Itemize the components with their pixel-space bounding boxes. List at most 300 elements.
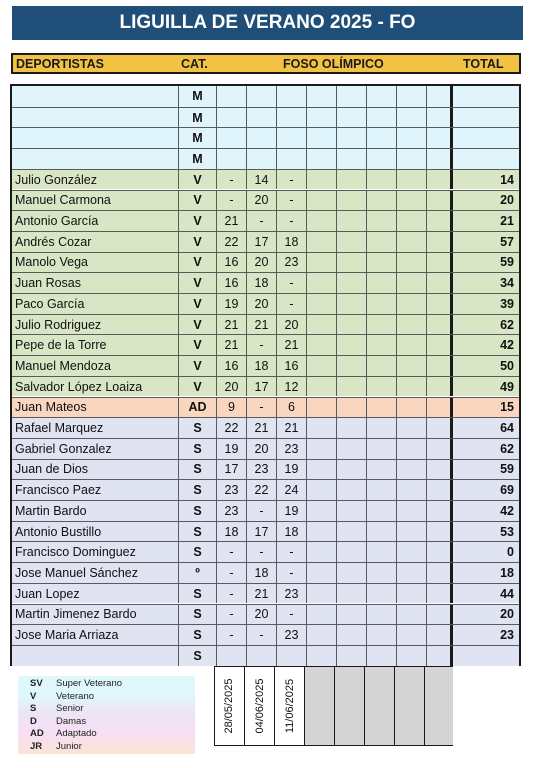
score-cell: 17: [246, 232, 276, 252]
score-cell: [366, 418, 396, 438]
score-cell: 20: [246, 294, 276, 314]
athlete-category: S: [178, 480, 216, 500]
score-cell: 20: [246, 253, 276, 273]
table-row: [12, 438, 519, 459]
score-cell: [366, 605, 396, 625]
athlete-name: Martin Jimenez Bardo: [15, 607, 137, 622]
score-cell: [336, 501, 366, 521]
athlete-category: M: [178, 149, 216, 169]
score-cell: 16: [216, 356, 246, 376]
score-cell: [426, 128, 450, 148]
score-cell: 12: [276, 377, 306, 397]
score-cell: [396, 294, 426, 314]
score-cell: 21: [276, 335, 306, 355]
score-cell: [426, 315, 450, 335]
score-cell: [276, 646, 306, 666]
date-column: [364, 667, 394, 745]
date-column: [304, 667, 334, 745]
score-cell: -: [276, 191, 306, 211]
score-cell: [396, 315, 426, 335]
table-row: [12, 376, 519, 397]
score-cell: 14: [246, 170, 276, 190]
score-cell: [336, 108, 366, 128]
athlete-category: V: [178, 273, 216, 293]
score-cell: [336, 149, 366, 169]
athlete-name: Juan de Dios: [15, 462, 88, 477]
header-total: TOTAL: [463, 57, 504, 71]
score-cell: -: [216, 605, 246, 625]
score-cell: [306, 460, 336, 480]
table-row: [12, 355, 519, 376]
total-cell: 42: [450, 335, 519, 355]
score-cell: [396, 625, 426, 645]
score-cell: [216, 128, 246, 148]
total-cell: [450, 86, 519, 107]
athlete-name: Julio Rodriguez: [15, 317, 102, 332]
athlete-category: V: [178, 377, 216, 397]
score-cell: [426, 480, 450, 500]
score-cell: -: [276, 170, 306, 190]
score-cell: 21: [216, 315, 246, 335]
score-cell: [426, 501, 450, 521]
total-cell: 21: [450, 211, 519, 231]
score-cell: 20: [246, 191, 276, 211]
score-cell: [336, 356, 366, 376]
score-cell: 20: [246, 439, 276, 459]
score-cell: [366, 501, 396, 521]
score-cell: 18: [246, 563, 276, 583]
score-cell: [366, 480, 396, 500]
score-cell: [306, 646, 336, 666]
score-cell: -: [216, 563, 246, 583]
score-cell: -: [246, 501, 276, 521]
athlete-category: V: [178, 356, 216, 376]
athlete-name: [12, 108, 178, 128]
results-table: [10, 84, 521, 666]
score-cell: 21: [246, 418, 276, 438]
score-cell: [336, 294, 366, 314]
session-date: 11/06/2025: [283, 678, 296, 734]
score-cell: [366, 232, 396, 252]
score-cell: [396, 128, 426, 148]
legend-code: AD: [30, 728, 44, 739]
header-cat: CAT.: [181, 57, 208, 71]
total-cell: 18: [450, 563, 519, 583]
score-cell: [246, 86, 276, 107]
score-cell: 19: [276, 501, 306, 521]
score-cell: [306, 315, 336, 335]
score-cell: 21: [276, 418, 306, 438]
athlete-category: V: [178, 335, 216, 355]
table-row: [12, 127, 519, 148]
score-cell: [396, 273, 426, 293]
header-foso-olimpico: FOSO OLÍMPICO: [283, 57, 384, 71]
score-cell: [396, 480, 426, 500]
score-cell: 21: [246, 584, 276, 604]
category-legend: [18, 676, 195, 754]
score-cell: 23: [276, 253, 306, 273]
table-row: [12, 521, 519, 542]
athlete-name: Gabriel Gonzalez: [15, 441, 112, 456]
score-cell: [336, 128, 366, 148]
score-cell: [306, 211, 336, 231]
score-cell: [306, 232, 336, 252]
score-cell: 16: [276, 356, 306, 376]
table-row: [12, 624, 519, 645]
score-cell: -: [276, 605, 306, 625]
score-cell: [426, 232, 450, 252]
athlete-name: Juan Lopez: [15, 586, 80, 601]
score-cell: [306, 191, 336, 211]
score-cell: -: [216, 625, 246, 645]
total-cell: [450, 646, 519, 666]
score-cell: [306, 335, 336, 355]
score-cell: [396, 335, 426, 355]
score-cell: 23: [216, 480, 246, 500]
session-date: 28/05/2025: [223, 678, 235, 734]
score-cell: [366, 149, 396, 169]
score-cell: 17: [246, 377, 276, 397]
score-cell: -: [216, 542, 246, 562]
score-cell: 19: [216, 294, 246, 314]
score-cell: [366, 335, 396, 355]
score-cell: [396, 439, 426, 459]
athlete-name: Pepe de la Torre: [15, 338, 107, 353]
score-cell: -: [246, 542, 276, 562]
total-cell: 0: [450, 542, 519, 562]
score-cell: [396, 542, 426, 562]
score-cell: [306, 86, 336, 107]
score-cell: [426, 273, 450, 293]
score-cell: [426, 149, 450, 169]
score-cell: [366, 625, 396, 645]
score-cell: [306, 625, 336, 645]
score-cell: [336, 170, 366, 190]
table-row: [12, 645, 519, 666]
score-cell: 20: [276, 315, 306, 335]
athlete-category: V: [178, 253, 216, 273]
table-row: [12, 417, 519, 438]
score-cell: [396, 191, 426, 211]
score-cell: [426, 356, 450, 376]
score-cell: [426, 460, 450, 480]
score-cell: -: [276, 211, 306, 231]
total-cell: 34: [450, 273, 519, 293]
score-cell: [426, 646, 450, 666]
score-cell: [396, 418, 426, 438]
athlete-category: S: [178, 605, 216, 625]
score-cell: 21: [216, 211, 246, 231]
table-row: [12, 86, 519, 107]
score-cell: [396, 149, 426, 169]
score-cell: [216, 86, 246, 107]
score-cell: [396, 108, 426, 128]
score-cell: [336, 273, 366, 293]
score-cell: [336, 253, 366, 273]
athlete-category: V: [178, 294, 216, 314]
score-cell: [336, 232, 366, 252]
score-cell: -: [216, 584, 246, 604]
score-cell: 17: [216, 460, 246, 480]
athlete-category: M: [178, 108, 216, 128]
score-cell: [366, 294, 396, 314]
score-cell: [396, 253, 426, 273]
athlete-category: V: [178, 191, 216, 211]
score-cell: [216, 646, 246, 666]
table-row: [12, 169, 519, 190]
athlete-name: Manuel Mendoza: [15, 358, 111, 373]
legend-label: Adaptado: [56, 728, 97, 739]
score-cell: [336, 418, 366, 438]
table-row: [12, 190, 519, 211]
score-cell: [336, 335, 366, 355]
table-row: [12, 293, 519, 314]
score-cell: [426, 335, 450, 355]
date-column: [214, 667, 244, 745]
score-cell: [306, 584, 336, 604]
score-cell: [276, 108, 306, 128]
score-cell: [396, 563, 426, 583]
total-cell: 20: [450, 191, 519, 211]
athlete-category: S: [178, 522, 216, 542]
score-cell: [336, 480, 366, 500]
score-cell: [366, 439, 396, 459]
score-cell: [426, 86, 450, 107]
table-row: [12, 314, 519, 335]
total-cell: 44: [450, 584, 519, 604]
table-row: [12, 397, 519, 418]
athlete-name: Antonio García: [15, 214, 99, 229]
score-cell: [426, 418, 450, 438]
column-header-bar: [11, 53, 521, 74]
score-cell: [336, 522, 366, 542]
total-cell: 15: [450, 398, 519, 418]
score-cell: [336, 605, 366, 625]
total-cell: 69: [450, 480, 519, 500]
score-cell: [396, 605, 426, 625]
date-column: [394, 667, 424, 745]
score-cell: -: [276, 294, 306, 314]
table-row: [12, 107, 519, 128]
score-cell: 23: [276, 439, 306, 459]
athlete-category: S: [178, 439, 216, 459]
score-cell: [336, 398, 366, 418]
athlete-category: V: [178, 170, 216, 190]
score-cell: -: [246, 398, 276, 418]
table-row: [12, 583, 519, 604]
table-row: [12, 231, 519, 252]
score-cell: [246, 108, 276, 128]
score-cell: [336, 211, 366, 231]
score-cell: [366, 273, 396, 293]
athlete-category: M: [178, 86, 216, 107]
score-cell: [276, 86, 306, 107]
score-cell: [396, 356, 426, 376]
score-cell: [306, 273, 336, 293]
score-cell: [336, 439, 366, 459]
score-cell: [306, 149, 336, 169]
athlete-category: AD: [178, 398, 216, 418]
athlete-name: Manolo Vega: [15, 255, 88, 270]
score-cell: [366, 86, 396, 107]
athlete-name: Jose Manuel Sánchez: [15, 565, 138, 580]
score-cell: [336, 315, 366, 335]
score-cell: [306, 418, 336, 438]
athlete-name: Andrés Cozar: [15, 234, 92, 249]
total-cell: 62: [450, 315, 519, 335]
score-cell: [336, 377, 366, 397]
score-cell: [366, 315, 396, 335]
score-cell: [336, 191, 366, 211]
athlete-category: S: [178, 501, 216, 521]
score-cell: 20: [246, 605, 276, 625]
score-cell: -: [276, 542, 306, 562]
score-cell: 16: [216, 253, 246, 273]
score-cell: 9: [216, 398, 246, 418]
total-cell: 49: [450, 377, 519, 397]
athlete-name: Juan Mateos: [15, 400, 87, 415]
table-row: [12, 459, 519, 480]
legend-code: SV: [30, 678, 43, 689]
score-cell: [336, 542, 366, 562]
athlete-name: Paco García: [15, 296, 85, 311]
score-cell: [336, 86, 366, 107]
score-cell: [216, 108, 246, 128]
athlete-category: V: [178, 232, 216, 252]
score-cell: [426, 108, 450, 128]
score-cell: [306, 501, 336, 521]
score-cell: 17: [246, 522, 276, 542]
date-column: [334, 667, 364, 745]
score-cell: [426, 522, 450, 542]
score-cell: [396, 232, 426, 252]
score-cell: -: [216, 170, 246, 190]
date-column: [244, 667, 274, 745]
athlete-name: [12, 86, 178, 107]
date-column: [424, 667, 453, 745]
score-cell: [336, 646, 366, 666]
score-cell: [336, 625, 366, 645]
score-cell: [306, 398, 336, 418]
total-cell: 64: [450, 418, 519, 438]
score-cell: 21: [246, 315, 276, 335]
table-row: [12, 541, 519, 562]
score-cell: [366, 377, 396, 397]
score-cell: [426, 563, 450, 583]
score-cell: [336, 460, 366, 480]
score-cell: [366, 398, 396, 418]
athlete-category: S: [178, 418, 216, 438]
date-column: [274, 667, 304, 745]
score-cell: [426, 170, 450, 190]
score-cell: 18: [276, 232, 306, 252]
table-row: [12, 479, 519, 500]
legend-label: Damas: [56, 715, 87, 727]
score-cell: -: [246, 625, 276, 645]
score-cell: 18: [246, 356, 276, 376]
score-cell: [246, 149, 276, 169]
score-cell: [366, 170, 396, 190]
total-cell: [450, 128, 519, 148]
score-cell: 23: [246, 460, 276, 480]
score-cell: [396, 377, 426, 397]
athlete-name: [12, 646, 178, 666]
score-cell: [306, 377, 336, 397]
score-cell: [216, 149, 246, 169]
total-cell: 39: [450, 294, 519, 314]
athlete-category: M: [178, 128, 216, 148]
score-cell: [366, 522, 396, 542]
score-cell: [426, 253, 450, 273]
score-cell: 19: [216, 439, 246, 459]
score-cell: [306, 294, 336, 314]
score-cell: 23: [216, 501, 246, 521]
score-cell: [336, 563, 366, 583]
score-cell: 20: [216, 377, 246, 397]
total-cell: 50: [450, 356, 519, 376]
score-cell: [306, 605, 336, 625]
score-cell: 23: [276, 584, 306, 604]
score-cell: [396, 646, 426, 666]
score-cell: [426, 542, 450, 562]
score-cell: [276, 149, 306, 169]
score-cell: [366, 584, 396, 604]
score-cell: [396, 170, 426, 190]
legend-label: Veterano: [56, 690, 95, 702]
score-cell: [366, 356, 396, 376]
table-row: [12, 604, 519, 625]
table-row: [12, 562, 519, 583]
score-cell: [426, 398, 450, 418]
score-cell: [426, 625, 450, 645]
score-cell: -: [276, 563, 306, 583]
athlete-category: V: [178, 315, 216, 335]
score-cell: [366, 646, 396, 666]
legend-label: Senior: [56, 703, 84, 714]
athlete-name: Martin Bardo: [15, 503, 87, 518]
athlete-name: Jose Maria Arriaza: [15, 628, 119, 643]
legend-code: V: [30, 690, 37, 702]
score-cell: -: [246, 335, 276, 355]
score-cell: [366, 460, 396, 480]
score-cell: [396, 86, 426, 107]
score-cell: 6: [276, 398, 306, 418]
score-cell: [306, 522, 336, 542]
athlete-name: Julio González: [15, 172, 97, 187]
score-cell: [426, 191, 450, 211]
score-cell: [306, 356, 336, 376]
total-cell: 14: [450, 170, 519, 190]
score-cell: 22: [216, 418, 246, 438]
athlete-name: [12, 149, 178, 169]
score-cell: 18: [246, 273, 276, 293]
score-cell: 16: [216, 273, 246, 293]
header-deportistas: DEPORTISTAS: [16, 57, 104, 71]
score-cell: [396, 398, 426, 418]
score-cell: [306, 108, 336, 128]
athlete-name: Salvador López Loaiza: [15, 379, 143, 394]
athlete-category: S: [178, 625, 216, 645]
athlete-category: S: [178, 646, 216, 666]
score-cell: [426, 377, 450, 397]
total-cell: 20: [450, 605, 519, 625]
table-row: [12, 334, 519, 355]
score-cell: [306, 128, 336, 148]
total-cell: 42: [450, 501, 519, 521]
athlete-name: Juan Rosas: [15, 276, 82, 291]
total-cell: 59: [450, 253, 519, 273]
table-row: [12, 148, 519, 169]
